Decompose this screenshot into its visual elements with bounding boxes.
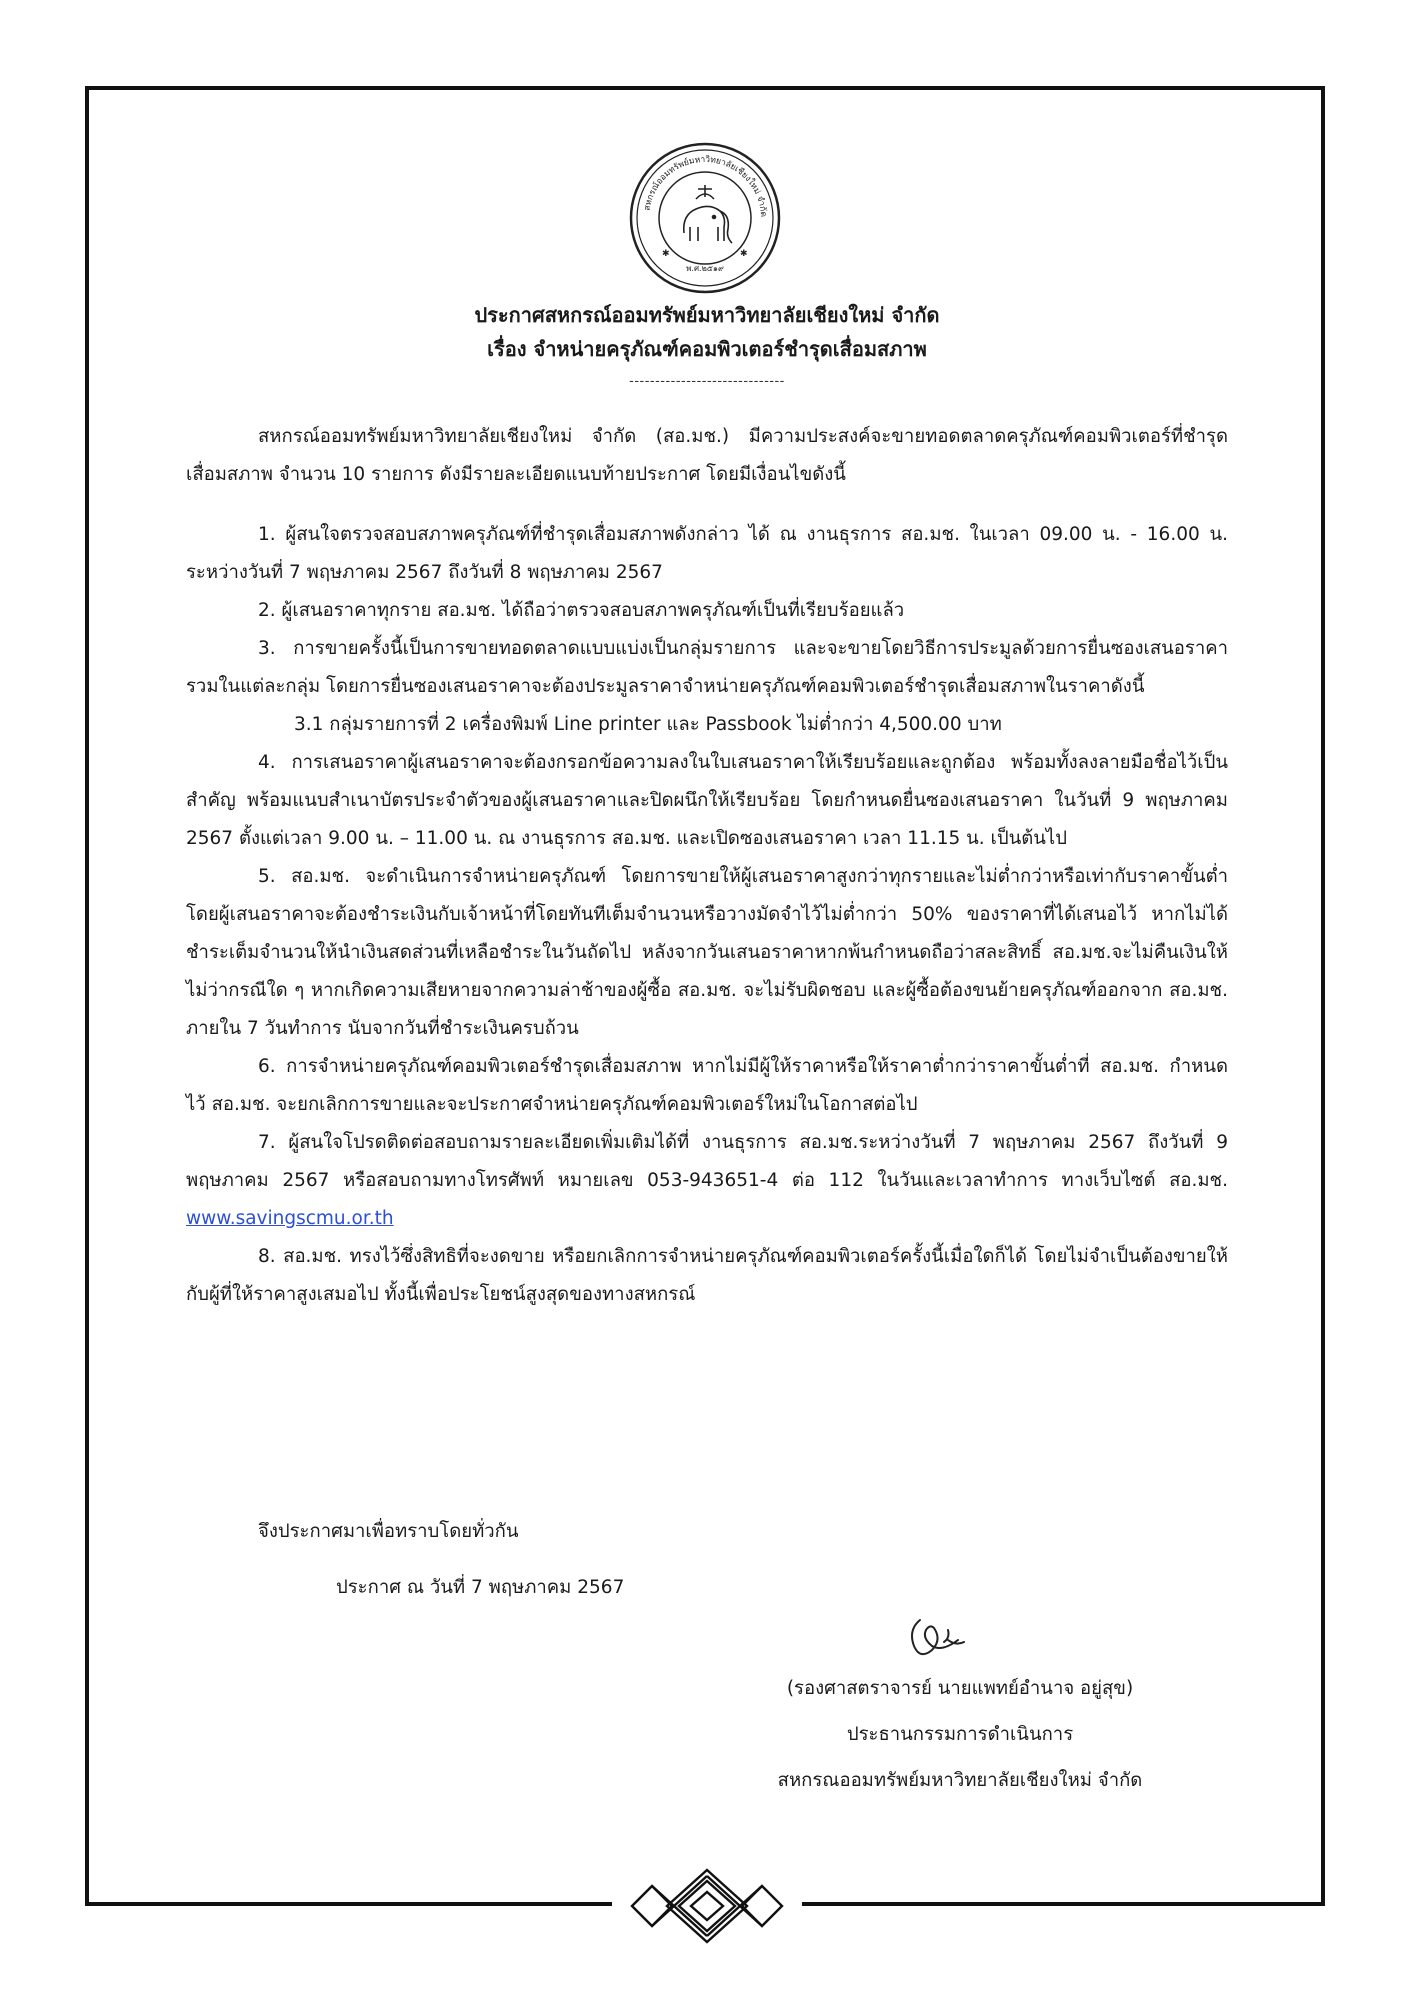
- signatory-position: ประธานกรรมการดำเนินการ: [846, 1724, 1074, 1745]
- signatory-organization: สหกรณออมทรัพย์มหาวิทยาลัยเชียงใหม่ จำกัด: [777, 1770, 1143, 1791]
- signature-image: [890, 1608, 990, 1668]
- condition-5: 5. สอ.มช. จะดำเนินการจำหน่ายครุภัณฑ์ โดยการขายให้ผู้เสนอราคาสูงกว่าทุกรายและไม่ต่ำกว่าหรือเท่ากับราคาขั้นต่ำ โดยผู้เสนอราคาจะต้องชำระเงินกับเจ้าหน้าที่โดยทันทีเต็มจำนวนหรือวางมัดจำไว้ไม่ต่ำกว่า 50% ของราคาที่ได้เสนอไว้ หากไม่ได้ชำระเต็มจำนวนให้นำเงินสดส่วนที่เหลือชำระในวันถัดไป หลังจากวันเสนอราคาหากพ้นกำหนดถือว่าสละสิทธิ์ สอ.มช.จะไม่คืนเงินให้ไม่ว่ากรณีใด ๆ หากเกิดความเสียหายจากความล่าช้าของผู้ซื้อ สอ.มช. จะไม่รับผิดชอบ และผู้ซื้อต้องขนย้ายครุภัณฑ์ออกจาก สอ.มช. ภายใน 7 วันทำการ นับจากวันที่ชำระเงินครบถ้วน: [186, 866, 1228, 1039]
- condition-7-text: 7. ผู้สนใจโปรดติดต่อสอบถามรายละเอียดเพิ่มเติมได้ที่ งานธุรการ สอ.มช.ระหว่างวันที่ 7 พฤษภาคม 2567 ถึงวันที่ 9 พฤษภาคม 2567 หรือสอบถามทางโทรศัพท์ หมายเลข 053-943651-4 ต่อ 112 ในวันและเวลาทำการ ทางเว็บไซต์ สอ.มช.: [186, 1132, 1228, 1191]
- announcement-title: ประกาศสหกรณ์ออมทรัพย์มหาวิทยาลัยเชียงใหม่ จำกัด: [474, 303, 940, 327]
- condition-3-1: 3.1 กลุ่มรายการที่ 2 เครื่องพิมพ์ Line printer และ Passbook ไม่ต่ำกว่า 4,500.00 บาท: [294, 714, 1002, 735]
- elephant-icon: [684, 185, 732, 243]
- website-link[interactable]: www.savingscmu.or.th: [186, 1208, 394, 1229]
- seal-year: พ.ศ.๒๕๑๙: [686, 264, 724, 273]
- condition-8: 8. สอ.มช. ทรงไว้ซึ่งสิทธิที่จะงดขาย หรือยกเลิกการจำหน่ายครุภัณฑ์คอมพิวเตอร์ครั้งนี้เมื่อใดก็ได้ โดยไม่จำเป็นต้องขายให้กับผู้ที่ให้ราคาสูงเสมอไป ทั้งนี้เพื่อประโยชน์สูงสุดของทางสหกรณ์: [186, 1246, 1228, 1305]
- seal-ring-text: สหกรณ์ออมทรัพย์มหาวิทยาลัยเชียงใหม่ จำกัด: [642, 154, 769, 218]
- announcement-subject: เรื่อง จำหน่ายครุภัณฑ์คอมพิวเตอร์ชำรุดเสื่อมสภาพ: [487, 337, 927, 361]
- condition-7: [186, 1124, 1228, 1238]
- signatory-name: (รองศาสตราจารย์ นายแพทย์อำนาจ อยู่สุข): [786, 1678, 1134, 1699]
- cooperative-seal-logo: [628, 141, 782, 295]
- condition-2: 2. ผู้เสนอราคาทุกราย สอ.มช. ได้ถือว่าตรวจสอบสภาพครุภัณฑ์เป็นที่เรียบร้อยแล้ว: [258, 600, 905, 621]
- condition-6: 6. การจำหน่ายครุภัณฑ์คอมพิวเตอร์ชำรุดเสื่อมสภาพ หากไม่มีผู้ให้ราคาหรือให้ราคาต่ำกว่าราคาขั้นต่ำที่ สอ.มช. กำหนดไว้ สอ.มช. จะยกเลิกการขายและจะประกาศจำหน่ายครุภัณฑ์คอมพิวเตอร์ใหม่ในโอกาสต่อไป: [186, 1056, 1228, 1115]
- condition-3: 3. การขายครั้งนี้เป็นการขายทอดตลาดแบบแบ่งเป็นกลุ่มรายการ และจะขายโดยวิธีการประมูลด้วยการยื่นซองเสนอราคารวมในแต่ละกลุ่ม โดยการยื่นซองเสนอราคาจะต้องประมูลราคาจำหน่ายครุภัณฑ์คอมพิวเตอร์ชำรุดเสื่อมสภาพในราคาดังนี้: [186, 638, 1228, 697]
- announcement-body: [186, 418, 1228, 1314]
- footer-ornament-icon: [612, 1866, 802, 1946]
- star-icon: ✱: [740, 249, 748, 259]
- closing-statement: จึงประกาศมาเพื่อทราบโดยทั่วกัน: [258, 1521, 519, 1542]
- announcement-date: ประกาศ ณ วันที่ 7 พฤษภาคม 2567: [336, 1577, 625, 1598]
- star-icon: ✱: [662, 249, 670, 259]
- intro-paragraph: สหกรณ์ออมทรัพย์มหาวิทยาลัยเชียงใหม่ จำกัด (สอ.มช.) มีความประสงค์จะขายทอดตลาดครุภัณฑ์คอมพิวเตอร์ที่ชำรุด เสื่อมสภาพ จำนวน 10 รายการ ดังมีรายละเอียดแนบท้ายประกาศ โดยมีเงื่อนไขดังนี้: [186, 426, 1228, 485]
- condition-1: 1. ผู้สนใจตรวจสอบสภาพครุภัณฑ์ที่ชำรุดเสื่อมสภาพดังกล่าว ได้ ณ งานธุรการ สอ.มช. ในเวลา 09.00 น. - 16.00 น. ระหว่างวันที่ 7 พฤษภาคม 2567 ถึงวันที่ 8 พฤษภาคม 2567: [186, 524, 1228, 583]
- condition-4: 4. การเสนอราคาผู้เสนอราคาจะต้องกรอกข้อความลงในใบเสนอราคาให้เรียบร้อยและถูกต้อง พร้อมทั้งลงลายมือชื่อไว้เป็นสำคัญ พร้อมแนบสำเนาบัตรประจำตัวของผู้เสนอราคาและปิดผนึกให้เรียบร้อย โดยกำหนดยื่นซองเสนอราคา ในวันที่ 9 พฤษภาคม 2567 ตั้งแต่เวลา 9.00 น. – 11.00 น. ณ งานธุรการ สอ.มช. และเปิดซองเสนอราคา เวลา 11.15 น. เป็นต้นไป: [186, 752, 1228, 849]
- title-divider: ------------------------------: [629, 374, 785, 389]
